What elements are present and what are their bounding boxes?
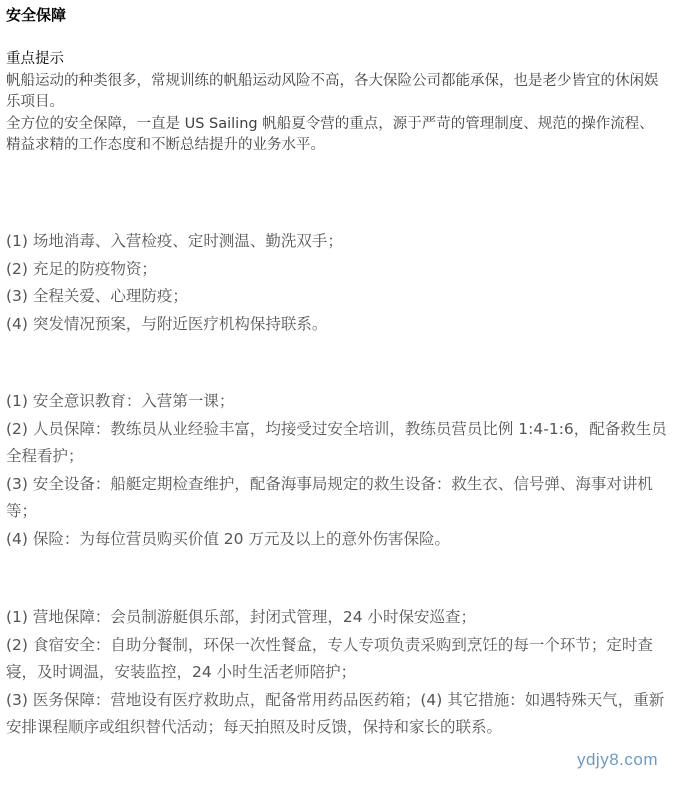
intro-paragraph: 帆船运动的种类很多，常规训练的帆船运动风险不高，各大保险公司都能承保，也是老少皆宜的休闲娱乐项目。 — [6, 72, 659, 110]
intro-paragraph: 全方位的安全保障，一直是 US Sailing 帆船夏令营的重点，源于严苛的管理制度、规范的操作流程、精益求精的工作态度和不断总结提升的业务水平。 — [6, 115, 654, 153]
list-item: (1) 场地消毒、入营检疫、定时测温、勤洗双手； — [6, 232, 343, 250]
list-item: (3) 安全设备：船艇定期检查维护，配备海事局规定的救生设备：救生衣、信号弹、海事对讲机等； — [6, 474, 653, 520]
list-item: (4) 突发情况预案，与附近医疗机构保持联系。 — [6, 314, 328, 333]
list-item: (3) 全程关爱、心理防疫； — [6, 287, 188, 305]
list-item: (3) 医务保障：营地设有医疗救助点，配备常用药品医药箱；(4) 其它措施：如遇特殊天气，重新安排课程顺序或组织替代活动；每天拍照及时反馈，保持和家长的联系。 — [6, 690, 665, 736]
list-item: (2) 充足的防疫物资； — [6, 259, 157, 278]
list-item: (2) 食宿安全：自助分餐制，环保一次性餐盒，专人专项负责采购到烹饪的每一个环节；定时查寝，及时调温，安装监控，24 小时生活老师陪护； — [6, 635, 653, 681]
page-title: 安全保障 — [6, 6, 67, 24]
training-safety-list — [6, 388, 670, 553]
epidemic-prevention-list — [6, 228, 670, 338]
list-item: (1) 营地保障：会员制游艇俱乐部，封闭式管理，24 小时保安巡查； — [6, 608, 477, 626]
watermark: ydjy8.com — [576, 750, 658, 769]
list-item: (4) 保险：为每位营员购买价值 20 万元及以上的意外伤害保险。 — [6, 529, 450, 548]
intro-section — [6, 49, 666, 157]
camp-safety-list — [6, 604, 670, 742]
list-item: (2) 人员保障：教练员从业经验丰富，均接受过安全培训，教练员营员比例 1:4-1:6，配备救生员全程看护； — [6, 419, 667, 465]
list-item: (1) 安全意识教育：入营第一课； — [6, 392, 235, 410]
intro-heading: 重点提示 — [6, 51, 64, 67]
